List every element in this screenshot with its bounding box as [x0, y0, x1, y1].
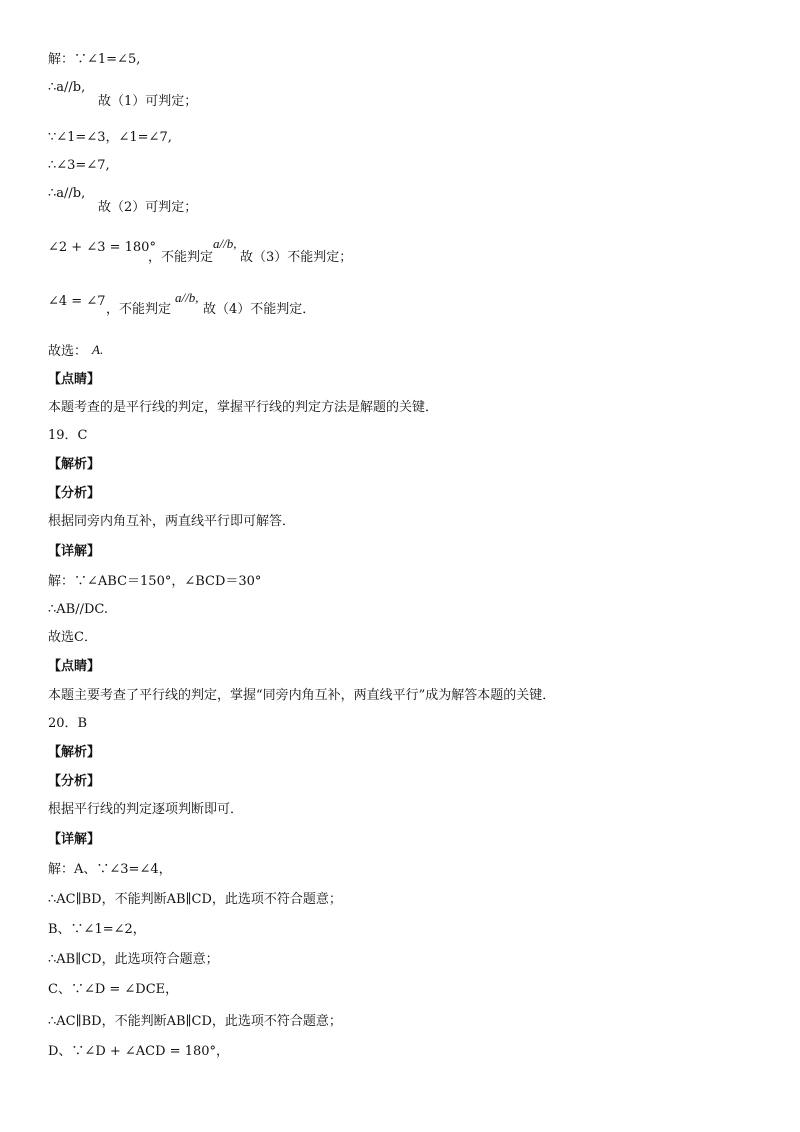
- paragraph: 根据同旁内角互补，两直线平行即可解答．: [48, 514, 296, 529]
- section-heading: 【点睛】: [48, 659, 101, 674]
- conclusion-line: ∴AB//DC.: [48, 602, 109, 617]
- section-heading: 【详解】: [48, 832, 101, 847]
- parallel-notation: a//b,: [175, 290, 199, 305]
- solution-line: C、∵∠D = ∠DCE，: [48, 982, 179, 997]
- equation: ∠2 + ∠3 = 180°: [48, 240, 156, 255]
- section-heading: 【详解】: [48, 544, 101, 559]
- judgement-line: 故（4）不能判定．: [203, 302, 316, 317]
- judgement-line: 故（2）可判定；: [98, 200, 198, 215]
- solution-line: 解：∵∠1=∠5,: [48, 52, 141, 67]
- paragraph: 根据平行线的判定逐项判断即可．: [48, 802, 244, 817]
- conclusion-line: ∴a//b,: [48, 80, 86, 95]
- judgement-text: ，不能判定: [106, 302, 172, 317]
- section-heading: 【分析】: [48, 774, 101, 789]
- section-heading: 【点睛】: [48, 372, 101, 387]
- question-number: 20．B: [48, 716, 88, 731]
- answer-label: 故选：: [48, 344, 88, 359]
- paragraph: 本题考查的是平行线的判定，掌握平行线的判定方法是解题的关键．: [48, 400, 439, 415]
- conclusion-line: ∴AB∥CD，此选项符合题意；: [48, 952, 219, 967]
- reason-line: ∵∠1=∠3，∠1=∠7,: [48, 130, 172, 145]
- conclusion-line: ∴∠3=∠7,: [48, 158, 110, 173]
- answer-value: A.: [92, 342, 104, 357]
- equation: ∠4 = ∠7: [48, 294, 106, 309]
- section-heading: 【解析】: [48, 745, 101, 760]
- judgement-line: 故（1）可判定；: [98, 94, 198, 109]
- solution-line: 解：∵∠ABC＝150°，∠BCD＝30°: [48, 574, 262, 589]
- parallel-notation: a//b,: [213, 236, 237, 251]
- section-heading: 【解析】: [48, 457, 101, 472]
- answer-line: 故选C．: [48, 630, 97, 645]
- solution-line: 解：A、∵∠3=∠4，: [48, 862, 172, 877]
- paragraph: 本题主要考查了平行线的判定，掌握“同旁内角互补，两直线平行”成为解答本题的关键．: [48, 688, 556, 703]
- section-heading: 【分析】: [48, 486, 101, 501]
- conclusion-line: ∴AC∥BD，不能判断AB∥CD，此选项不符合题意；: [48, 1014, 342, 1029]
- conclusion-line: ∴AC∥BD，不能判断AB∥CD，此选项不符合题意；: [48, 892, 342, 907]
- solution-line: D、∵∠D + ∠ACD = 180°，: [48, 1044, 230, 1059]
- judgement-text: ，不能判定: [148, 250, 214, 265]
- question-number: 19．C: [48, 428, 88, 443]
- judgement-line: 故（3）不能判定；: [240, 250, 353, 265]
- solution-line: B、∵∠1=∠2，: [48, 922, 146, 937]
- conclusion-line: ∴a//b,: [48, 186, 86, 201]
